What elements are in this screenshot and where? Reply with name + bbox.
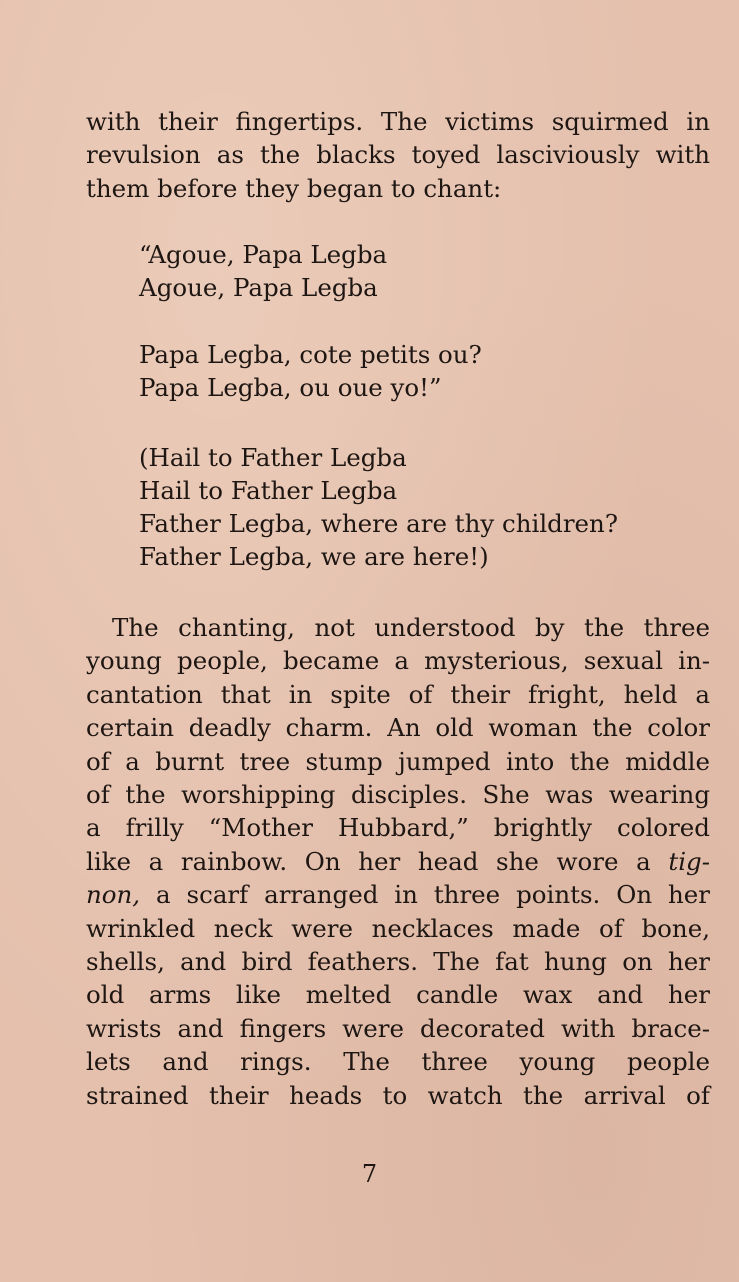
- text-line: them before they began to chant:: [86, 173, 502, 203]
- chant-verse-1: [139, 238, 699, 304]
- verse-line: Papa Legba, ou oue yo!”: [139, 373, 442, 402]
- text-line: young people, became a mysterious, sexual in-: [86, 646, 710, 676]
- chant-verse-2: [139, 338, 699, 404]
- text-line: wrists and fingers were decorated with brace-: [86, 1013, 710, 1043]
- chant-translation: [139, 441, 699, 573]
- verse-line: (Hail to Father Legba: [139, 443, 407, 472]
- text-line: old arms like melted candle wax and her: [86, 980, 710, 1010]
- text-segment: a scarf arranged in three points. On her: [140, 880, 710, 910]
- text-line: shells, and bird feathers. The fat hung on her: [86, 947, 710, 977]
- text-line: [86, 845, 710, 878]
- verse-line: Father Legba, where are thy children?: [139, 509, 618, 538]
- verse-line: Hail to Father Legba: [139, 476, 398, 505]
- text-line: of the worshipping disciples. She was wearing: [86, 780, 710, 810]
- paragraph-continued: [86, 105, 710, 205]
- text-line: cantation that in spite of their fright, held a: [86, 679, 710, 709]
- text-line: The chanting, not understood by the three: [112, 613, 710, 642]
- verse-line: “Agoue, Papa Legba: [139, 240, 388, 269]
- text-line: a frilly “Mother Hubbard,” brightly colored: [86, 813, 710, 843]
- verse-line: Father Legba, we are here!): [139, 542, 489, 571]
- text-line: revulsion as the blacks toyed lasciviously with: [86, 140, 710, 170]
- verse-line: Agoue, Papa Legba: [139, 273, 378, 302]
- text-line: [86, 878, 710, 911]
- text-line: of a burnt tree stump jumped into the middle: [86, 746, 710, 776]
- paragraph-main: [86, 611, 710, 1112]
- page-number: 7: [361, 1160, 378, 1188]
- text-line: certain deadly charm. An old woman the color: [86, 713, 710, 743]
- text-line: with their fingertips. The victims squirmed in: [86, 107, 710, 136]
- italic-word: tig-: [668, 846, 710, 876]
- italic-word: non,: [86, 880, 141, 910]
- text-line: wrinkled neck were necklaces made of bone,: [86, 913, 710, 943]
- text-segment: like a rainbow. On her head she wore a: [86, 846, 669, 876]
- text-line: strained their heads to watch the arrival of: [86, 1080, 710, 1110]
- text-line: lets and rings. The three young people: [86, 1047, 710, 1077]
- verse-line: Papa Legba, cote petits ou?: [139, 340, 482, 369]
